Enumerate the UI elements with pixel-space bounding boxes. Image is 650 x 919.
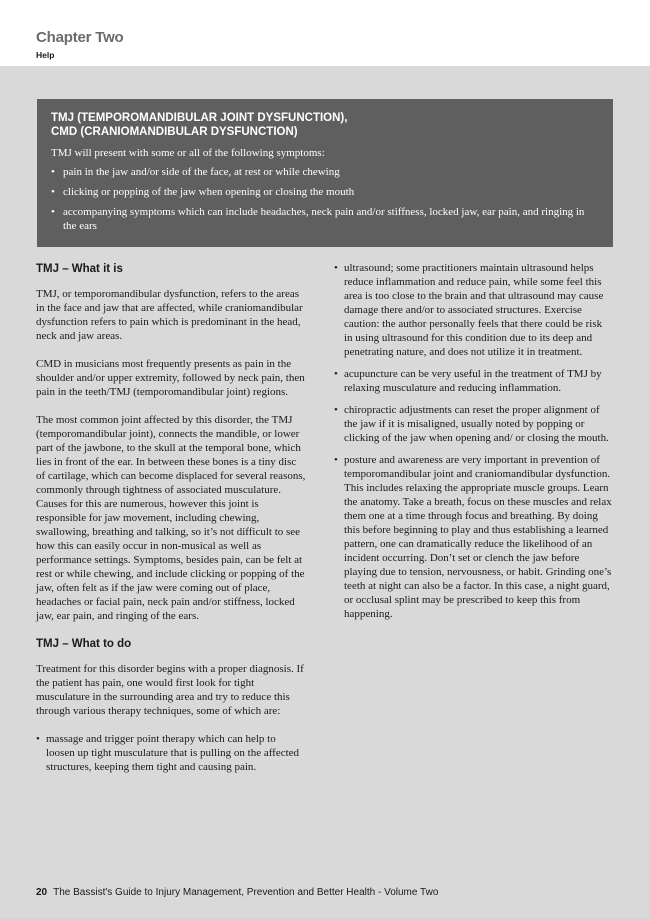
- list-item: [334, 261, 612, 359]
- list-item: [51, 165, 599, 179]
- symptoms-callout: [37, 99, 613, 247]
- therapy-list-continued: [334, 261, 612, 621]
- therapy-list: [36, 732, 306, 774]
- page-number: 20: [36, 887, 48, 898]
- right-column: [334, 261, 612, 629]
- bullet-icon: •: [334, 262, 338, 274]
- list-item: [334, 367, 612, 395]
- bullet-icon: •: [334, 368, 338, 380]
- list-item-text: massage and trigger point therapy which can help to loosen up tight musculature that is pulling on the affected structures, keeping them tight and causing pain.: [46, 733, 300, 773]
- callout-intro: TMJ will present with some or all of the following symptoms:: [51, 147, 325, 159]
- callout-title: [51, 111, 599, 139]
- list-item: [51, 185, 599, 199]
- list-item: [36, 732, 306, 774]
- list-item-text: pain in the jaw and/or side of the face, at rest or while chewing: [63, 166, 340, 178]
- list-item-text: ultrasound; some practitioners maintain ultrasound helps reduce inflammation and reduce pain, while some feel this area is too close to the brain and that ultrasound may cause damage there and/or to associated structures. Exercise caution: the author personally feels that there could be risk in using ultrasound for this condition due to its deep and penetrating nature, and does not utilize it in treatment.: [344, 262, 604, 358]
- list-item-text: acupuncture can be very useful in the treatment of TMJ by relaxing musculature and reducing inflammation.: [344, 368, 602, 394]
- bullet-icon: •: [51, 166, 55, 178]
- callout-title-line1: TMJ (TEMPOROMANDIBULAR JOINT DYSFUNCTION),: [51, 112, 348, 124]
- list-item: [334, 453, 612, 621]
- page-header: [0, 0, 650, 66]
- paragraph: CMD in musicians most frequently presents as pain in the shoulder and/or upper extremity, followed by neck pain, then pain in the teeth/TMJ (temporomandibular joint) regions.: [36, 358, 305, 398]
- paragraph: TMJ, or temporomandibular dysfunction, refers to the areas in the face and jaw that are affected, while craniomandibular dysfunction refers to pain which is predominant in the head, neck and jaw areas.: [36, 288, 303, 342]
- paragraph: Treatment for this disorder begins with a proper diagnosis. If the patient has pain, one would first look for tight musculature in the surrounding area and try to reduce this through various therapy techniques, some of which are:: [36, 663, 304, 717]
- callout-title-line2: CMD (CRANIOMANDIBULAR DYSFUNCTION): [51, 126, 298, 138]
- list-item-text: chiropractic adjustments can reset the proper alignment of the jaw if it is misaligned, usually noted by popping or clicking of the jaw when opening and/ or closing the mouth.: [344, 404, 609, 444]
- left-column: [36, 262, 306, 784]
- section-heading-what-it-is: TMJ – What it is: [36, 263, 123, 275]
- list-item: [334, 403, 612, 445]
- page-footer: [36, 887, 438, 898]
- book-title: The Bassist's Guide to Injury Management, Prevention and Better Health - Volume Two: [53, 887, 439, 898]
- list-item: [51, 205, 599, 233]
- bullet-icon: •: [51, 206, 55, 218]
- bullet-icon: •: [334, 454, 338, 466]
- bullet-icon: •: [51, 186, 55, 198]
- section-label: Help: [36, 50, 55, 60]
- section-heading-what-to-do: TMJ – What to do: [36, 638, 132, 650]
- list-item-text: posture and awareness are very important in prevention of temporomandibular joint and craniomandibular dysfunction. This includes relaxing the appropriate muscle groups. Learn the anatomy. Take a breath, focus on these muscles and relax them one at a time through focus and breathing. By doing this before beginning to play and thus establishing a learned pattern, one can dramatically reduce the likelihood of an incident occurring. Don’t set or clench the jaw before playing due to tension, nervousness, or habit. Grinding one’s teeth at night can also be a factor. In this case, a night guard, or occlusal splint may be prescribed to keep this from happening.: [344, 454, 612, 620]
- chapter-title: Chapter Two: [36, 29, 124, 46]
- list-item-text: accompanying symptoms which can include headaches, neck pain and/or stiffness, locked jaw, ear pain, and ringing in the ears: [63, 206, 585, 232]
- bullet-icon: •: [334, 404, 338, 416]
- bullet-icon: •: [36, 733, 40, 745]
- symptom-list: [51, 165, 599, 233]
- list-item-text: clicking or popping of the jaw when opening or closing the mouth: [63, 186, 355, 198]
- paragraph: The most common joint affected by this disorder, the TMJ (temporomandibular joint), connects the mandible, or lower part of the jawbone, to the skull at the temporal bone, which lies in front of the ear. In between these bones is a tiny disc of cartilage, which can become displaced for several reasons, commonly through tightness of associated musculature. Causes for this are numerous, however this joint is responsible for jaw movement, including chewing, swallowing, breathing and talking, so it’s not difficult to see how this can easily occur in non-musical as well as performance settings. Symptoms, besides pain, can be felt at rest or while chewing, and include clicking or popping of the jaw, often felt as if the jaw were coming out of place, headaches or facial pain, neck pain and/or stiffness, locked jaw, ear pain, and ringing of the ears.: [36, 414, 306, 622]
